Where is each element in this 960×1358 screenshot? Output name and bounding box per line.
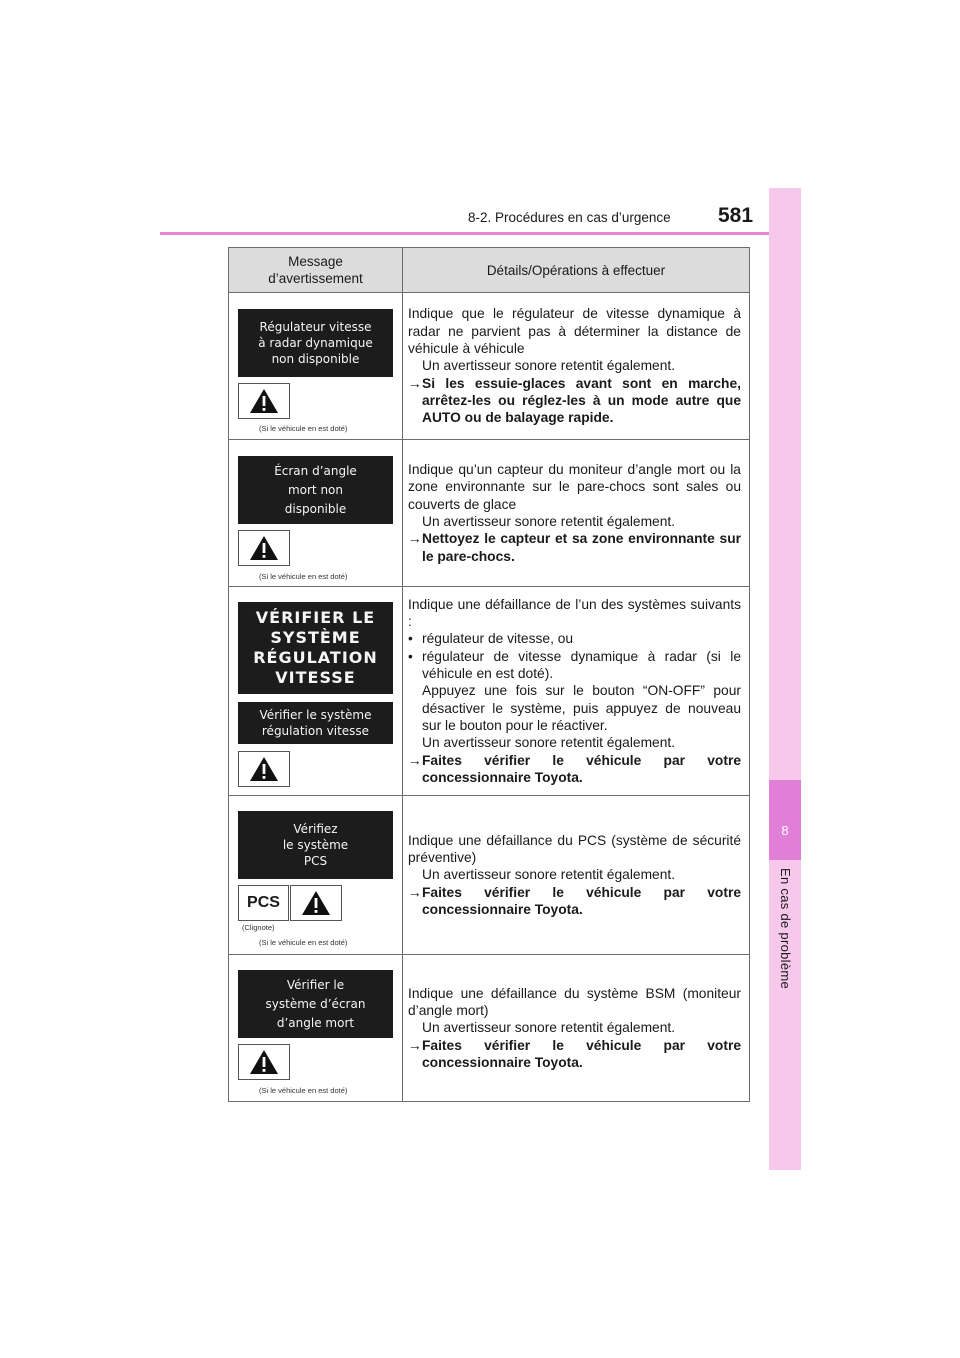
row-sound-note: Un avertisseur sonore retentit également.: [422, 1020, 676, 1036]
row-extra-instruction: Appuyez une fois sur le bouton “ON-OFF” pour désactiver le système, puis appuyez de nouveau sur le bouton pour le réactiver.: [422, 683, 741, 733]
row-sound-note: Un avertisseur sonore retentit également.: [422, 735, 676, 751]
pcs-icon: PCS: [238, 885, 289, 921]
row-action: →Faites vérifier le véhicule par votre concessionnaire Toyota.: [408, 752, 741, 785]
note-equipped: (Si le véhicule en est doté): [259, 1086, 348, 1095]
warning-message-display: Vérifier le système régulation vitesse: [238, 702, 393, 744]
list-item: • régulateur de vitesse dynamique à radar (si le véhicule en est doté).: [408, 648, 741, 682]
warning-message-display: Écran d’angle mort non disponible: [238, 456, 393, 524]
table-row: [229, 955, 750, 1102]
page-number: 581: [718, 204, 754, 227]
section-title: 8-2. Procédures en cas d’urgence: [468, 210, 671, 225]
arrow-icon: →: [408, 531, 422, 547]
warning-messages-table: [228, 247, 750, 1102]
warning-triangle-icon: [290, 885, 342, 921]
table-row: [229, 293, 750, 440]
warning-triangle-icon: [238, 383, 290, 419]
arrow-icon: →: [408, 1037, 422, 1053]
warning-message-display-large: VÉRIFIER LE SYSTÈME RÉGULATION VITESSE: [238, 602, 393, 694]
arrow-icon: →: [408, 375, 422, 391]
row-sound-note: Un avertisseur sonore retentit également.: [422, 514, 676, 529]
warning-triangle-icon: [238, 1044, 290, 1080]
header-rule: [160, 232, 800, 235]
row-action: →Faites vérifier le véhicule par votre concessionnaire Toyota.: [408, 884, 741, 917]
row-description: Indique une défaillance de l’un des systèmes suivants :: [408, 596, 741, 630]
column-header-message: Message d’avertissement: [229, 248, 403, 293]
table-row: [229, 440, 750, 587]
warning-message-display: Vérifier le système d’écran d’angle mort: [238, 970, 393, 1038]
note-equipped: (Si le véhicule en est doté): [259, 424, 348, 433]
chapter-label: En cas de problème: [778, 868, 793, 990]
row-description: Indique une défaillance du système BSM (moniteur d’angle mort): [408, 985, 741, 1019]
row-description: Indique qu’un capteur du moniteur d’angle mort ou la zone environnante sur le pare-chocs sont sales ou couverts de glace: [408, 462, 741, 512]
table-row: [229, 587, 750, 796]
arrow-icon: →: [408, 752, 422, 768]
chapter-side-tab: [769, 188, 801, 1170]
note-equipped: (Si le véhicule en est doté): [259, 572, 348, 581]
note-equipped: (Si le véhicule en est doté): [259, 938, 348, 947]
row-action: →Nettoyez le capteur et sa zone environnante sur le pare-chocs.: [408, 531, 741, 564]
chapter-tab-active: [769, 780, 801, 860]
row-action: →Faites vérifier le véhicule par votre concessionnaire Toyota.: [408, 1037, 741, 1070]
row-sound-note: Un avertisseur sonore retentit également.: [422, 867, 676, 883]
list-item: • régulateur de vitesse, ou: [408, 631, 574, 647]
row-description: Indique que le régulateur de vitesse dynamique à radar ne parvient pas à déterminer la distance de véhicule à véhicule: [408, 306, 741, 357]
warning-message-display: Régulateur vitesse à radar dynamique non disponible: [238, 309, 393, 377]
table-row: [229, 796, 750, 955]
column-header-details: Détails/Opérations à effectuer: [403, 248, 750, 293]
arrow-icon: →: [408, 884, 422, 900]
row-action: →Si les essuie-glaces avant sont en marche, arrêtez-les ou réglez-les à un mode autre que AUTO ou de balayage rapide.: [408, 375, 741, 426]
row-description: Indique une défaillance du PCS (système de sécurité préventive): [408, 832, 741, 866]
chapter-number: 8: [781, 823, 789, 838]
warning-triangle-icon: [238, 530, 290, 566]
note-blink: (Clignote): [242, 923, 275, 932]
row-sound-note: Un avertisseur sonore retentit également.: [422, 358, 676, 374]
warning-message-display: Vérifiez le système PCS: [238, 811, 393, 879]
warning-triangle-icon: [238, 751, 290, 787]
